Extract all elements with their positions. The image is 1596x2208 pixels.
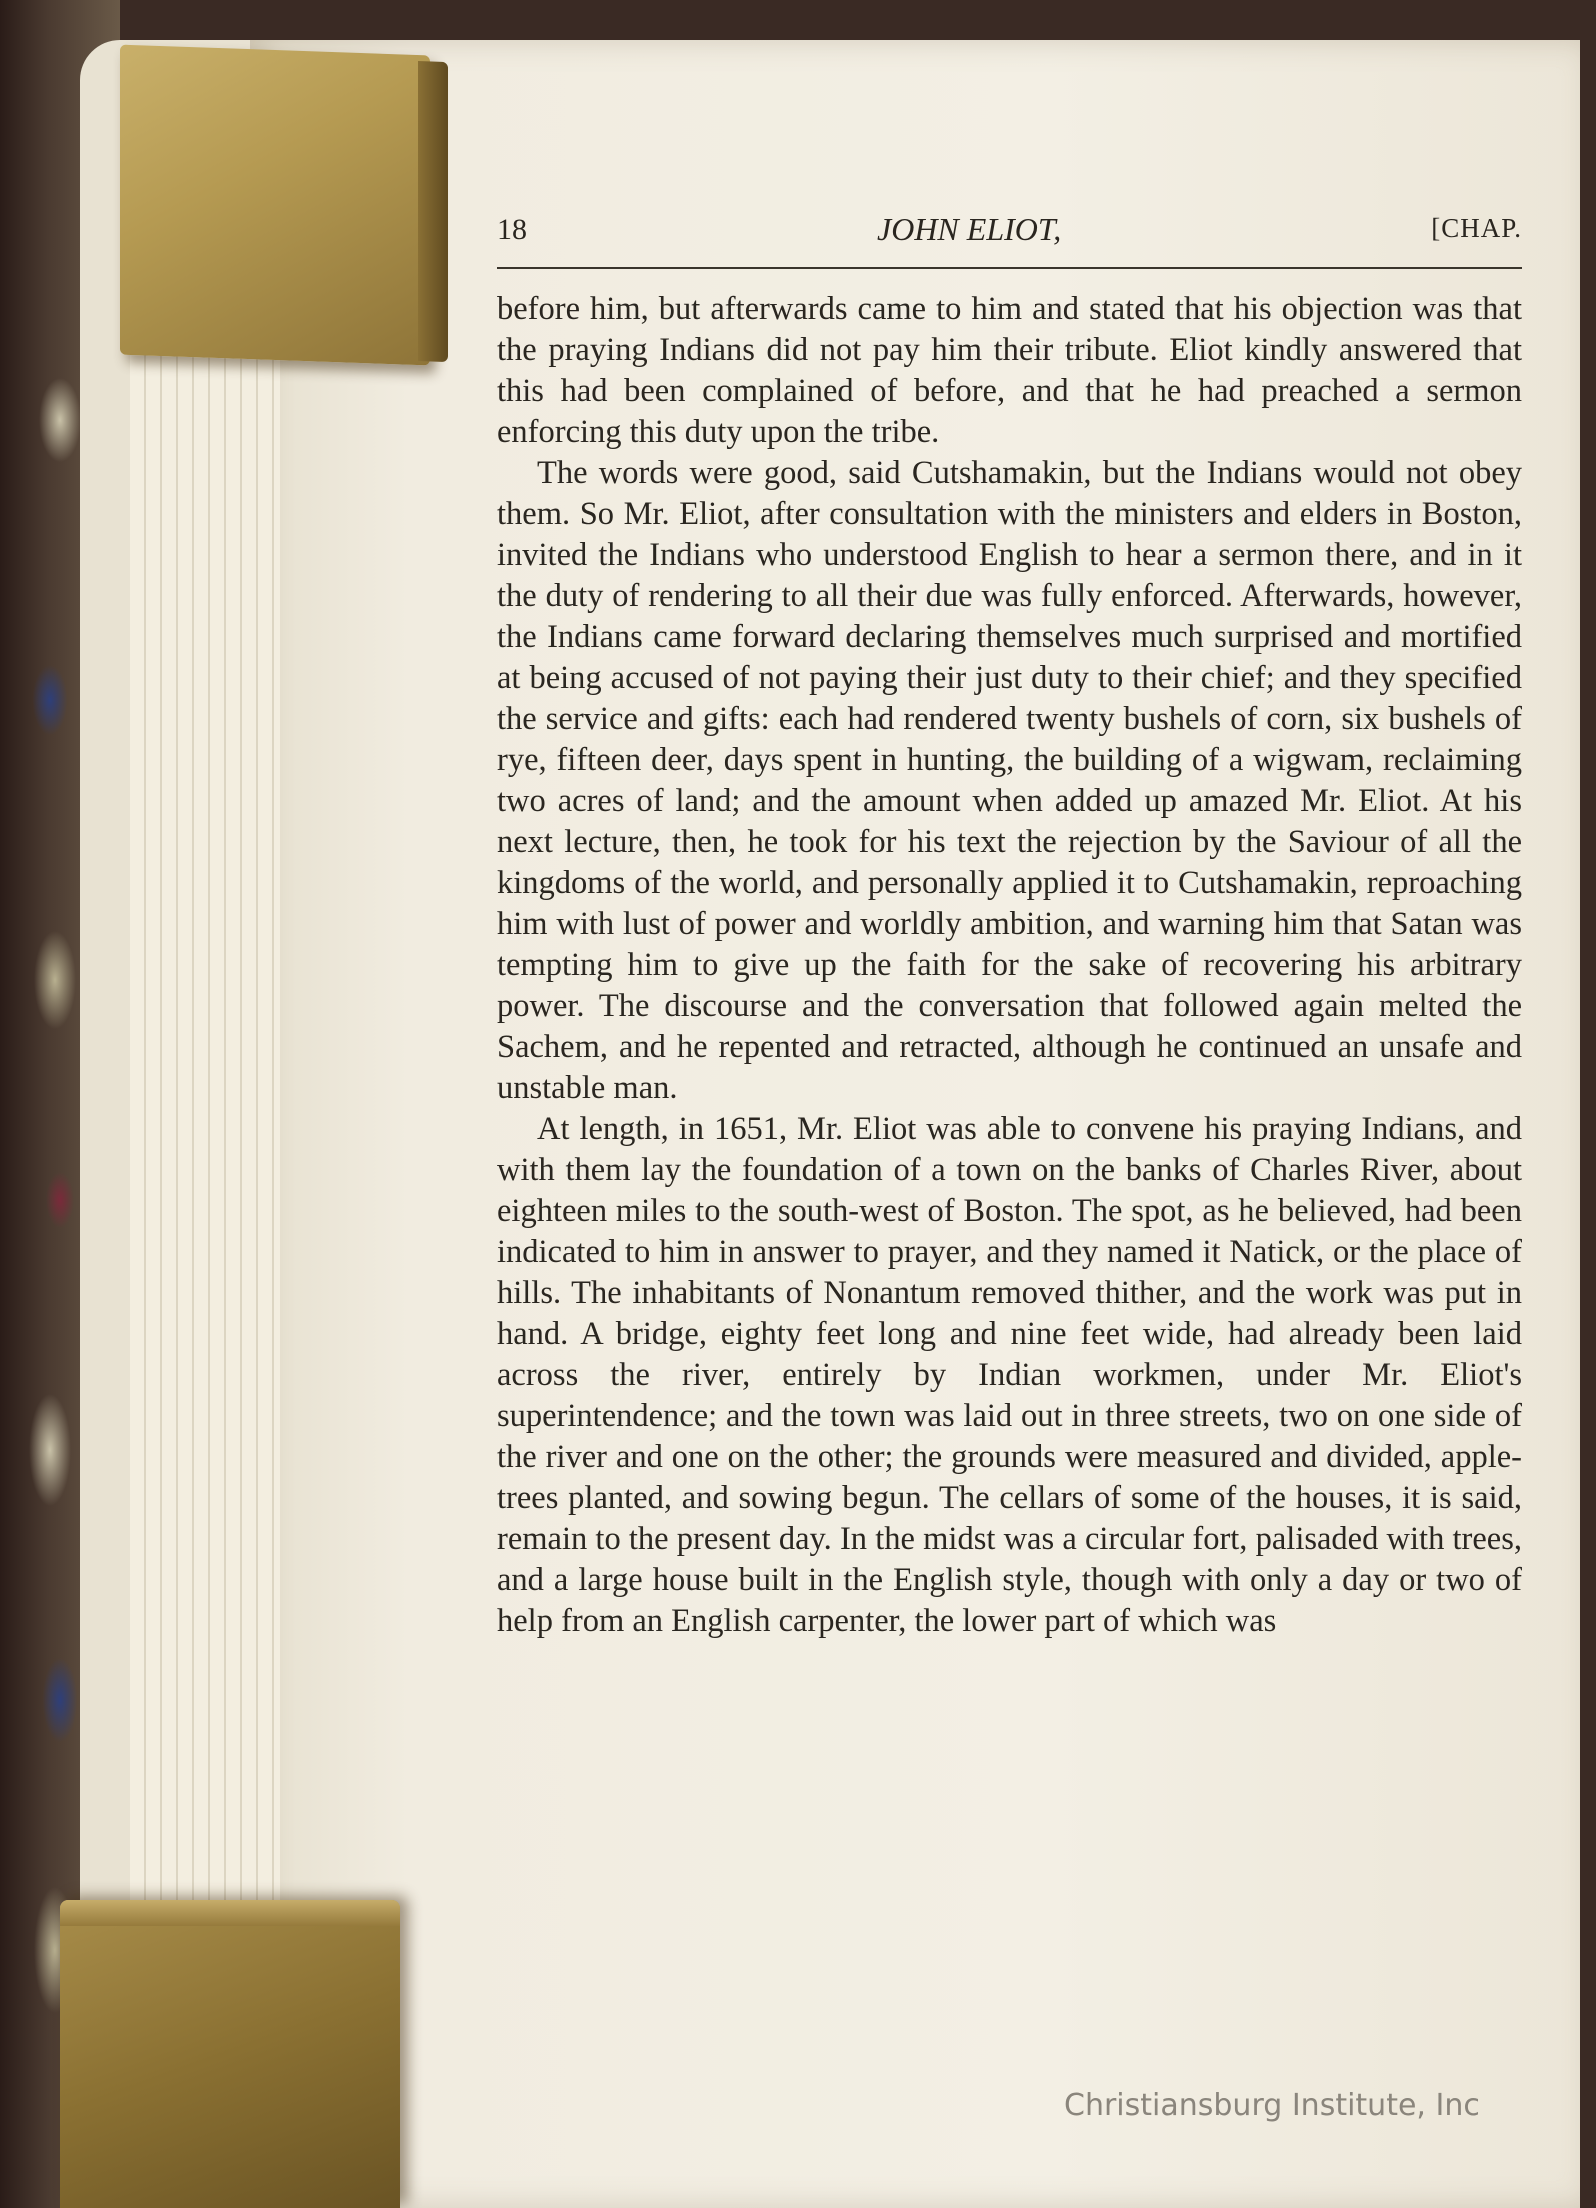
page-number: 18 xyxy=(497,213,527,246)
running-head xyxy=(497,205,1522,267)
paragraph: At length, in 1651, Mr. Eliot was able to convene his praying Indians, and with them lay the foundation of a town on the banks of Charles River, about eighteen miles to the south-west of Boston. The spot, as he believed, had been indicated to him in answer to prayer, and they named it Natick, or the place of hills. The inhabitants of Nonantum removed thither, and the work was put in hand. A bridge, eighty feet long and nine feet wide, had already been laid across the river, entirely by Indian workmen, under Mr. Eliot's superintendence; and the town was laid out in three streets, two on one side of the river and one on the other; the grounds were measured and divided, apple-trees planted, and sowing begun. The cellars of some of the houses, it is said, remain to the present day. In the midst was a circular fort, palisaded with trees, and a large house built in the English style, though with only a day or two of help from an English carpenter, the lower part of which was xyxy=(497,1111,1522,1639)
watermark: Christiansburg Institute, Inc xyxy=(1064,2088,1480,2123)
brass-corner-bottom-icon xyxy=(60,1900,400,2208)
page-edges xyxy=(130,330,280,1930)
running-title: JOHN ELIOT, xyxy=(877,211,1062,247)
chapter-reference: [CHAP. xyxy=(1431,213,1522,243)
paragraph: before him, but afterwards came to him and stated that his objection was that the praying Indians did not pay him their tribute. Eliot kindly answered that this had been complained of before, and that he had preached a sermon enforcing this duty upon the tribe. xyxy=(497,291,1522,450)
brass-corner-top-icon xyxy=(120,45,430,366)
paragraph: The words were good, said Cutshamakin, but the Indians would not obey them. So Mr. Eliot, after consultation with the ministers and elders in Boston, invited the Indians who understood English to hear a sermon there, and in it the duty of rendering to all their due was fully enforced. Afterwards, however, the Indians came forward declaring themselves much surprised and mortified at being accused of not paying their just duty to their chief; and they specified the service and gifts: each had rendered twenty bushels of corn, six bushels of rye, fifteen deer, days spent in hunting, the building of a wigwam, reclaiming two acres of land; and the amount when added up amazed Mr. Eliot. At his next lecture, then, he took for his text the rejection by the Saviour of all the kingdoms of the world, and personally applied it to Cutshamakin, reproaching him with lust of power and worldly ambition, and warning him that Satan was tempting him to give up the faith for the sake of recovering his arbitrary power. The discourse and the conversation that followed again melted the Sachem, and he repented and retracted, although he continued an unsafe and unstable man. xyxy=(497,455,1522,1106)
header-rule xyxy=(497,267,1522,269)
text-block xyxy=(497,205,1522,1642)
